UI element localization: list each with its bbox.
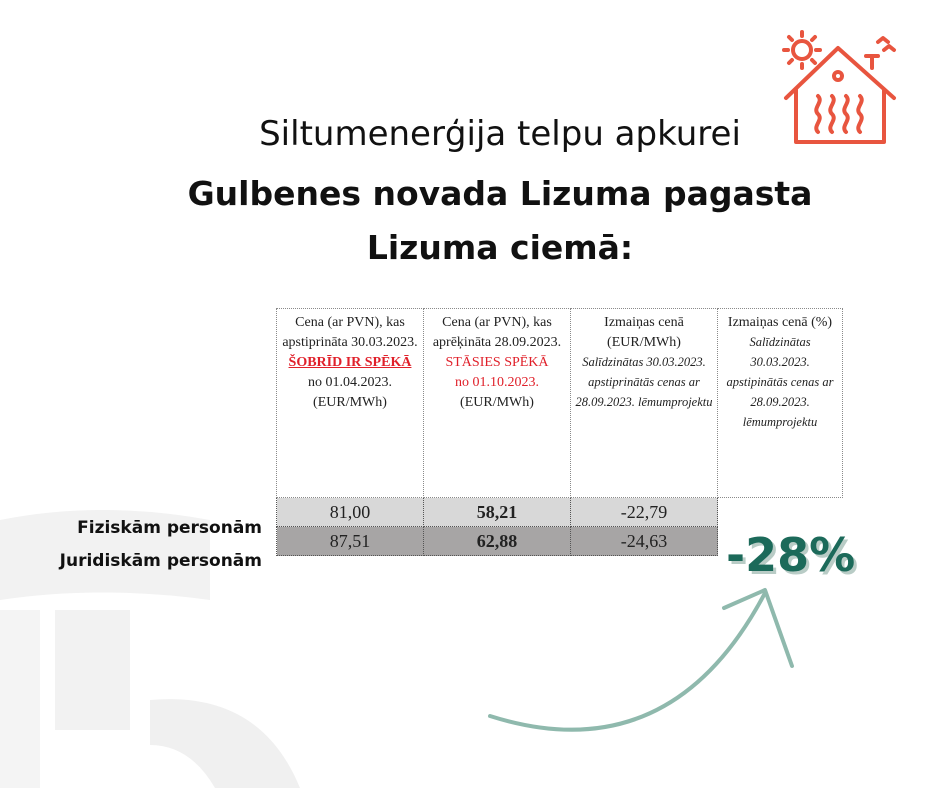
cell-current-price: 81,00 — [277, 498, 424, 527]
header-current-price — [277, 309, 424, 498]
percent-change-badge: -28% — [726, 528, 856, 582]
header-current-price-highlight: ŠOBRĪD IR SPĒKĀ — [288, 355, 412, 370]
header-current-price-valid-from: no 01.04.2023. (EUR/MWh) — [308, 375, 392, 410]
header-current-price-text: Cena (ar PVN), kas apstiprināta 30.03.2023. — [282, 315, 418, 350]
page-title-line1: Siltumenerģija telpu apkurei — [259, 114, 741, 154]
curved-arrow-icon — [480, 578, 810, 748]
header-change-eur-text: Izmaiņas cenā (EUR/MWh) — [604, 315, 684, 350]
header-new-price-highlight: STĀSIES SPĒKĀ — [445, 355, 549, 370]
header-new-price — [424, 309, 571, 498]
cell-current-price: 87,51 — [277, 527, 424, 556]
header-new-price-text: Cena (ar PVN), kas aprēķināta 28.09.2023. — [432, 315, 562, 350]
header-change-percent-text: Izmaiņas cenā (%) — [727, 315, 833, 330]
header-change-percent — [718, 309, 843, 498]
header-change-percent-note: Salīdzinātas 30.03.2023. apstipinātās cenas ar 28.09.2023. lēmumprojektu — [726, 335, 834, 429]
cell-change: -24,63 — [571, 527, 718, 556]
price-table — [276, 308, 843, 556]
page-title-line2: Gulbenes novada Lizuma pagasta — [187, 174, 813, 213]
page-title-line3: Lizuma ciemā: — [366, 228, 634, 267]
table-row — [277, 498, 843, 527]
cell-new-price: 58,21 — [424, 498, 571, 527]
cell-change: -22,79 — [571, 498, 718, 527]
row-label-legal-entities: Juridiskām personām — [59, 551, 262, 571]
header-change-eur-note: Salīdzinātas 30.03.2023. apstiprinātās cenas ar 28.09.2023. lēmumprojektu — [575, 355, 713, 409]
table-header-row — [277, 309, 843, 498]
cell-empty — [718, 498, 843, 527]
header-change-eur — [571, 309, 718, 498]
cell-new-price: 62,88 — [424, 527, 571, 556]
header-new-price-unit: (EUR/MWh) — [460, 395, 534, 410]
header-new-price-valid-from: no 01.10.2023. — [455, 375, 539, 390]
row-label-individuals: Fiziskām personām — [77, 518, 262, 538]
